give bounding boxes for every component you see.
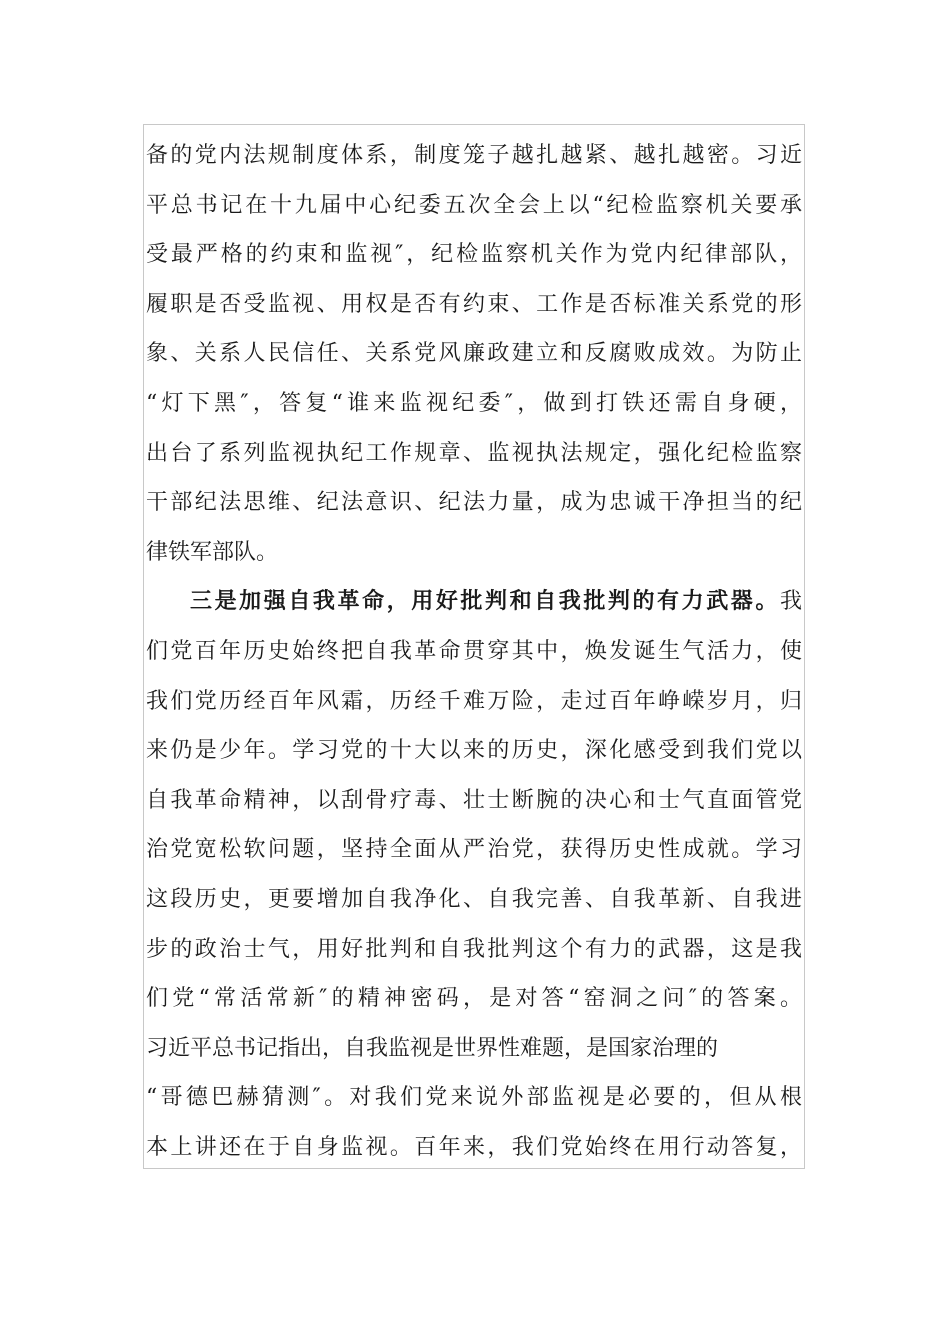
text-line: 步的政治士气，用好批判和自我批判这个有力的武器，这是我 — [146, 936, 802, 962]
paragraph-1 — [146, 131, 802, 577]
text-line: 象、关系人民信任、关系党风廉政建立和反腐败成效。为防止 — [146, 341, 802, 367]
text-line: 习近平总书记指出，自我监视是世界性难题，是国家治理的 — [146, 1035, 719, 1061]
paragraph-heading: 三是加强自我革命，用好批判和自我批判的有力武器。 — [190, 588, 780, 615]
document-body — [146, 131, 802, 1169]
text-line: 们党“常活常新″的精神密码，是对答“窑洞之问″的答案。 — [146, 986, 802, 1012]
text-line: 我们党历经百年风霜，历经千难万险，走过百年峥嵘岁月，归 — [146, 688, 802, 714]
text-line: 这段历史，更要增加自我净化、自我完善、自我革新、自我进 — [146, 886, 802, 912]
document-page — [143, 124, 805, 1169]
text-line: 平总书记在十九届中心纪委五次全会上以“纪检监察机关要承 — [146, 192, 802, 218]
text-line: 们党百年历史始终把自我革命贯穿其中，焕发诞生气活力，使 — [146, 638, 802, 664]
text-line: 干部纪法思维、纪法意识、纪法力量，成为忠诚干净担当的纪 — [146, 490, 802, 516]
text-line: 履职是否受监视、用权是否有约束、工作是否标准关系党的形 — [146, 291, 802, 317]
text-line: 律铁军部队。 — [146, 539, 279, 565]
text-line: “灯下黑″，答复“谁来监视纪委″，做到打铁还需自身硬， — [146, 390, 802, 416]
text-line: 治党宽松软问题，坚持全面从严治党，获得历史性成就。学习 — [146, 837, 802, 863]
text-line: 自我革命精神，以刮骨疗毒、壮士断腕的决心和士气直面管党 — [146, 787, 802, 813]
text-line: 来仍是少年。学习党的十大以来的历史，深化感受到我们党以 — [146, 738, 802, 764]
text-line: 出台了系列监视执纪工作规章、监视执法规定，强化纪检监察 — [146, 440, 802, 466]
text-line: 受最严格的约束和监视″，纪检监察机关作为党内纪律部队， — [146, 242, 802, 268]
text-line: “哥德巴赫猜测″。对我们党来说外部监视是必要的，但从根 — [146, 1085, 802, 1111]
paragraph-2 — [146, 577, 802, 1169]
text-line: 本上讲还在于自身监视。百年来，我们党始终在用行动答复， — [146, 1134, 802, 1160]
text-line: 备的党内法规制度体系，制度笼子越扎越紧、越扎越密。习近 — [146, 143, 802, 168]
text-span: 我 — [779, 589, 802, 615]
paragraph-first-line — [146, 577, 802, 627]
